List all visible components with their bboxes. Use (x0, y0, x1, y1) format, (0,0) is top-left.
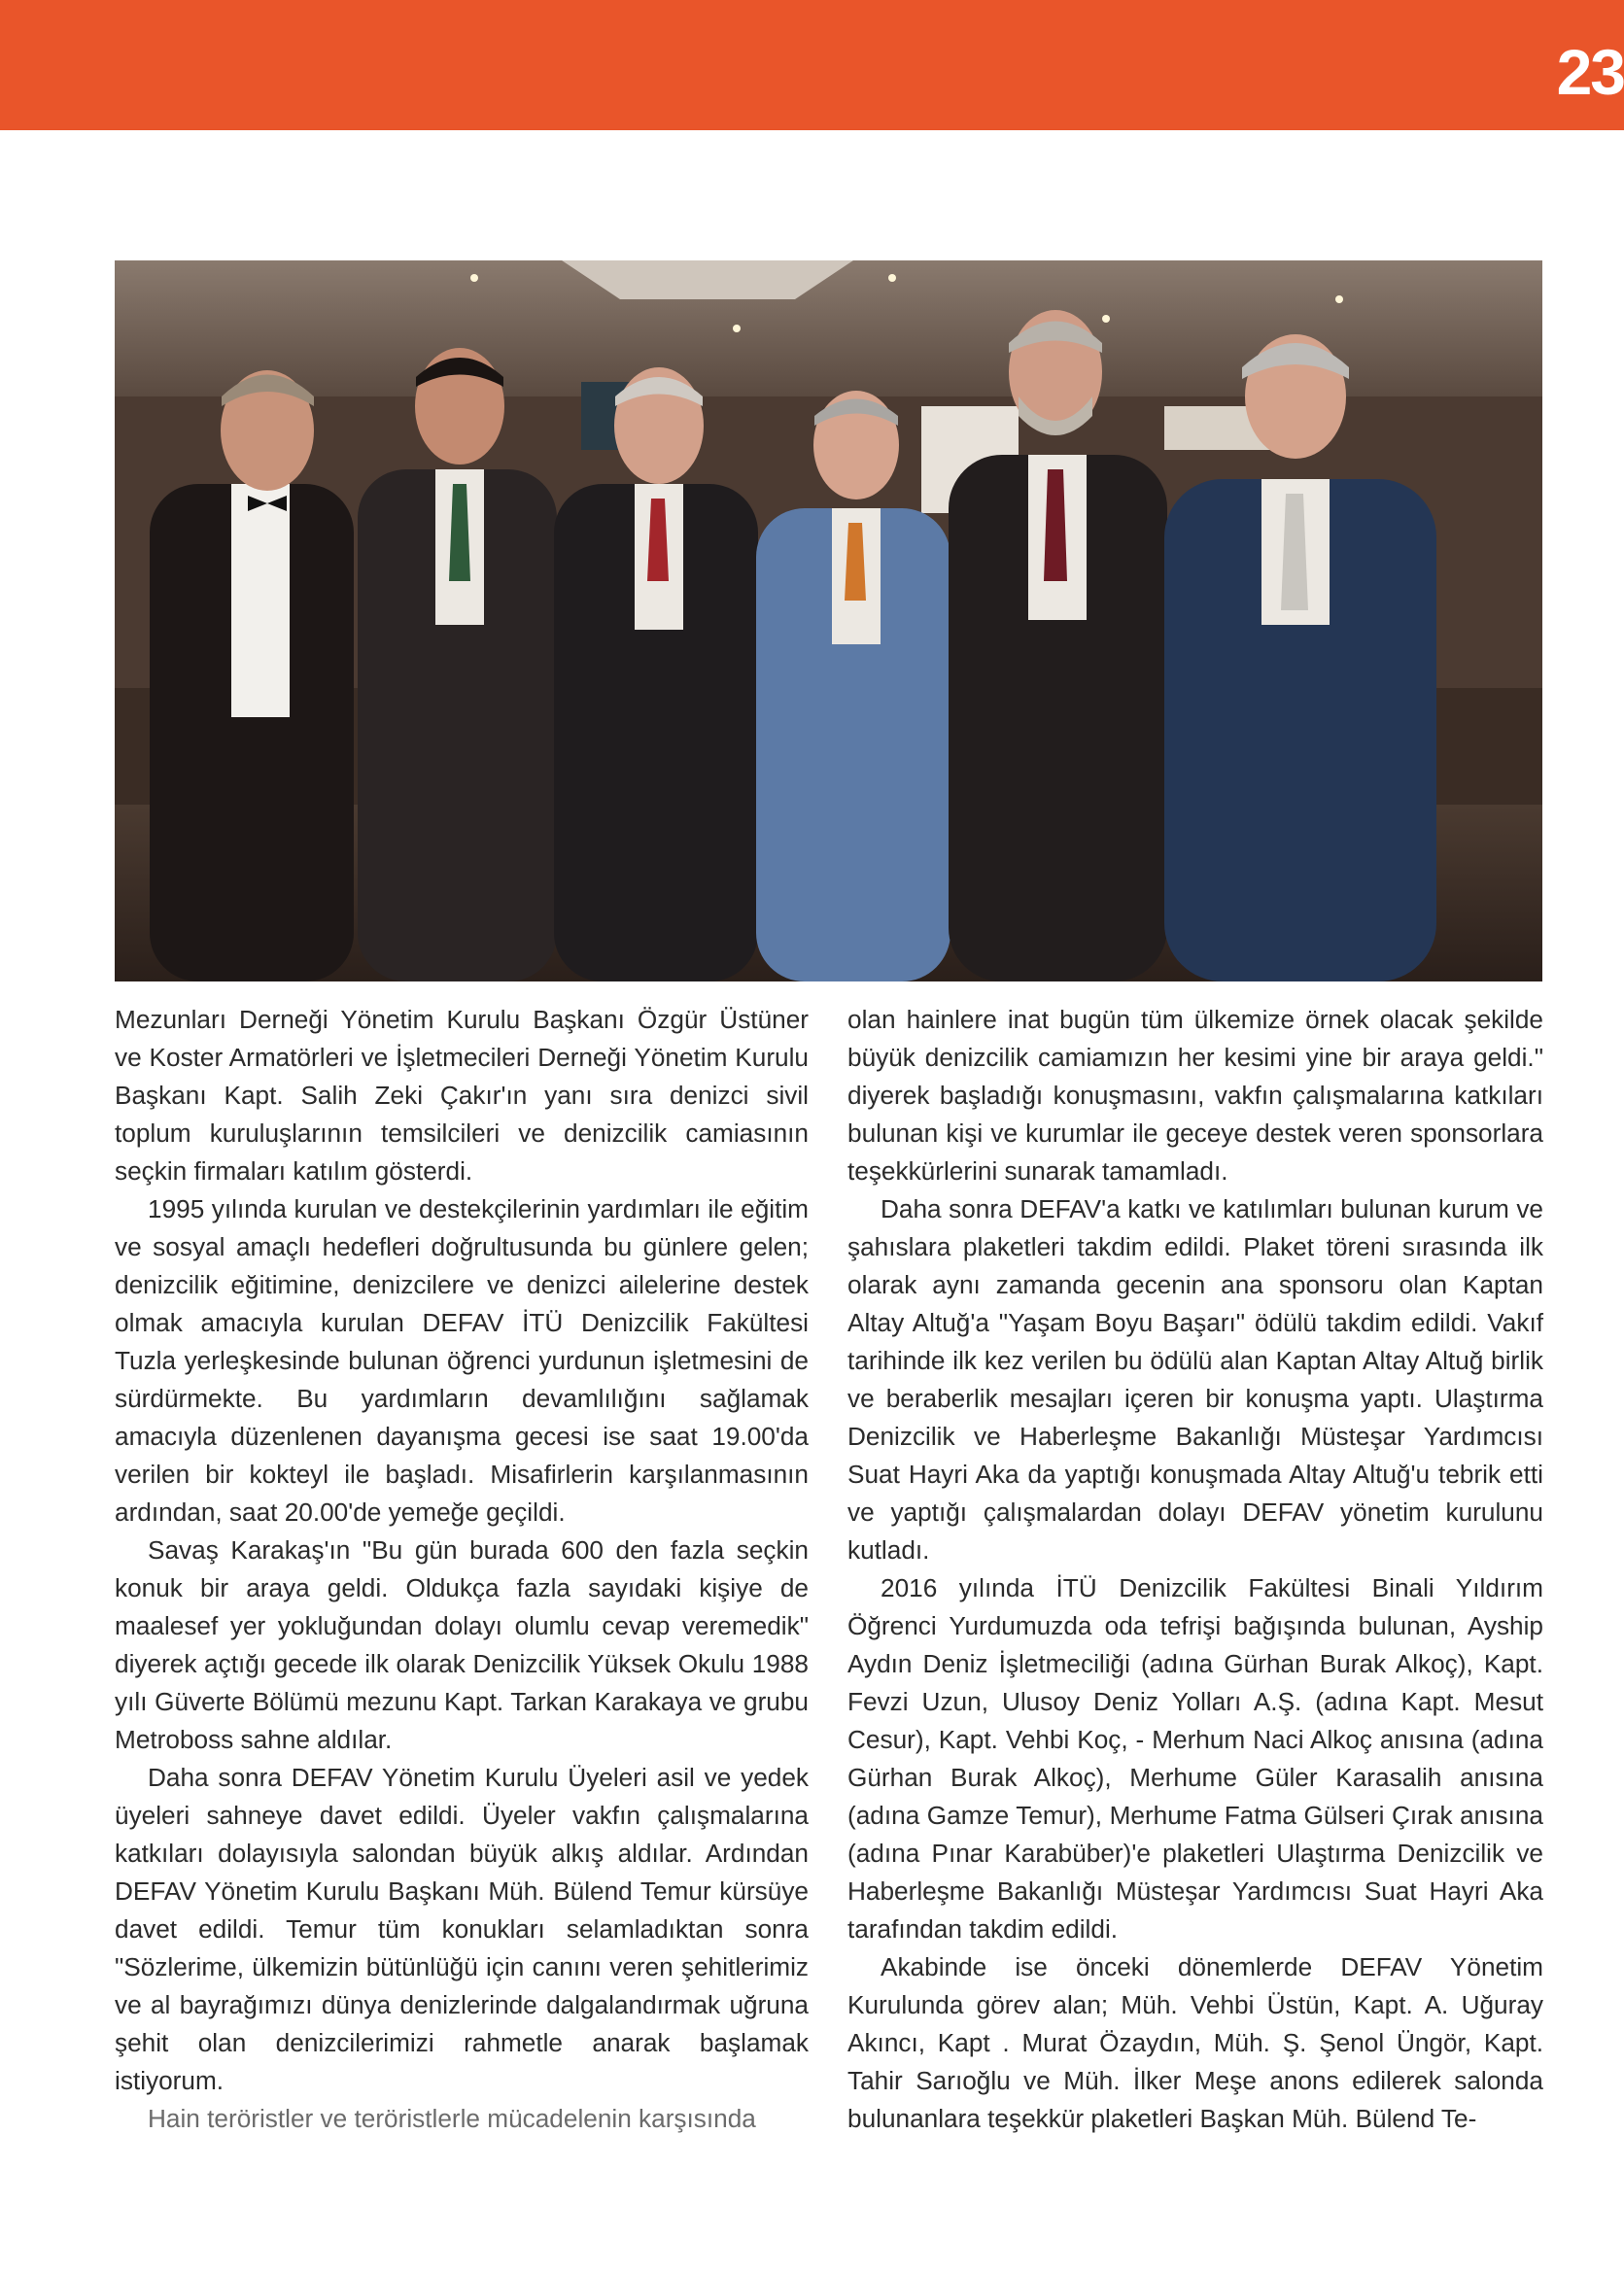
group-photo-image (115, 260, 1542, 981)
header-band (0, 0, 1624, 130)
article-paragraph: Savaş Karakaş'ın "Bu gün burada 600 den fazla seçkin konuk bir araya geldi. Oldukça fazla sayıdaki kişiye de maalesef yer yokluğundan dolayı olumlu cevap veremedik" diyerek açtığı gecede ilk olarak Denizcilik Yüksek Okulu 1988 yılı Güverte Bölümü mezunu Kapt. Tarkan Karakaya ve grubu Metroboss sahne aldılar. (115, 1535, 809, 1754)
article-paragraph: Daha sonra DEFAV'a katkı ve katılımları bulunan kurum ve şahıslara plaketleri takdim edildi. Plaket töreni sırasında ilk olarak aynı zamanda gecenin ana sponsoru olan Kaptan Altay Altuğ'a "Yaşam Boyu Başarı" ödülü takdim edildi. Vakıf tarihinde ilk kez verilen bu ödülü alan Kaptan Altay Altuğ birlik ve beraberlik mesajları içeren bir konuşma yaptı. Ulaştırma Denizcilik ve Haberleşme Bakanlığı Müsteşar Yardımcısı Suat Hayri Aka da yaptığı konuşmada Altay Altuğ'u tebrik etti ve yaptığı çalışmalardan dolayı DEFAV yönetim kurulunu kutladı. (847, 1194, 1543, 1565)
article-paragraph: 1995 yılında kurulan ve destekçilerinin yardımları ile eğitim ve sosyal amaçlı hedefleri doğrultusunda bu günlere gelen; denizcilik eğitimine, denizcilere ve denizci ailelerine destek olmak amacıyla kurulan DEFAV İTÜ Denizcilik Fakültesi Tuzla yerleşkesinde bulunan öğrenci yurdunun işletmesini de sürdürmekte. Bu yardımların devamlılığını sağlamak amacıyla düzenlenen dayanışma gecesi ise saat 19.00'da verilen bir kokteyl ile başladı. Misafirlerin karşılanmasının ardından, saat 20.00'de yemeğe geçildi. (115, 1194, 809, 1527)
group-photo (115, 260, 1542, 981)
article-column-left (115, 1001, 809, 2138)
article-paragraph: 2016 yılında İTÜ Denizcilik Fakültesi Binali Yıldırım Öğrenci Yurdumuzda oda tefrişi bağışında bulunan, Ayship Aydın Deniz İşletmeciliği (adına Gürhan Burak Alkoç), Kapt. Fevzi Uzun, Ulusoy Deniz Yolları A.Ş. (adına Kapt. Mesut Cesur), Kapt. Vehbi Koç, - Merhum Naci Alkoç anısına (adına Gürhan Burak Alkoç), Merhume Güler Karasalih anısına (adına Gamze Temur), Merhume Fatma Gülseri Çırak anısına (adına Pınar Karabüber)'e plaketleri Ulaştırma Denizcilik ve Haberleşme Bakanlığı Müsteşar Yardımcısı Suat Hayri Aka tarafından takdim edildi. (847, 1573, 1543, 1944)
article-paragraph: olan hainlere inat bugün tüm ülkemize örnek olacak şekilde büyük denizcilik camiamızın her kesimi yine bir araya geldi." diyerek başladığı konuşmasını, vakfın çalışmalarına katkıları bulunan kişi ve kurumlar ile geceye destek veren sponsorlara teşekkürlerini sunarak tamamladı. (847, 1005, 1543, 1186)
article-paragraph: Mezunları Derneği Yönetim Kurulu Başkanı Özgür Üstüner ve Koster Armatörleri ve İşletmecileri Derneği Yönetim Kurulu Başkanı Kapt. Salih Zeki Çakır'ın yanı sıra denizci sivil toplum kuruluşlarının temsilcileri ve denizcilik camiasının seçkin firmaları katılım gösterdi. (115, 1005, 809, 1186)
article-paragraph: Akabinde ise önceki dönemlerde DEFAV Yönetim Kurulunda görev alan; Müh. Vehbi Üstün, Kapt. A. Uğuray Akıncı, Kapt . Murat Özaydın, Müh. Ş. Şenol Üngör, Kapt. Tahir Sarıoğlu ve Müh. İlker Meşe anons edilerek salonda bulunanlara teşekkür plaketleri Başkan Müh. Bülend Te- (847, 1952, 1543, 2133)
article-column-right (847, 1001, 1543, 2138)
page-number: 23 (1556, 36, 1624, 108)
article-paragraph: Hain teröristler ve teröristlerle mücadelenin karşısında (148, 2104, 756, 2133)
article-paragraph: Daha sonra DEFAV Yönetim Kurulu Üyeleri asil ve yedek üyeleri sahneye davet edildi. Üyeler vakfın çalışmalarına katkıları dolayısıyla salondan büyük alkış aldılar. Ardından DEFAV Yönetim Kurulu Başkanı Müh. Bülend Temur kürsüye davet edildi. Temur tüm konukları selamladıktan sonra "Sözlerime, ülkemizin bütünlüğü için canını veren şehitlerimiz ve al bayrağımızı dünya denizlerinde dalgalandırmak uğruna şehit olan denizcilerimizi rahmetle anarak başlamak istiyorum. (115, 1763, 809, 2095)
